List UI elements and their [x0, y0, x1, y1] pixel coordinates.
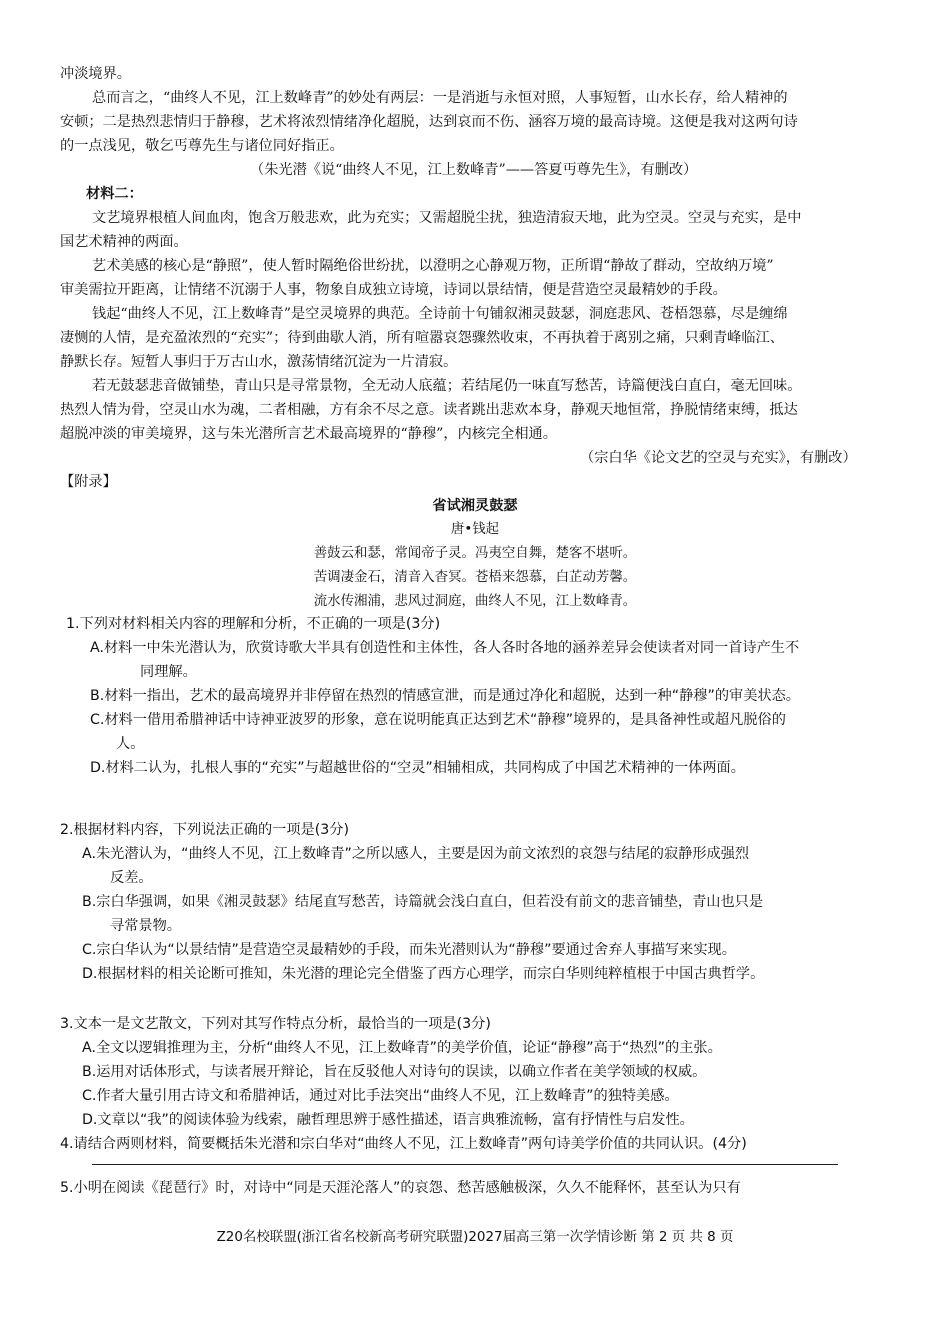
question-option: B.宗白华强调，如果《湘灵鼓瑟》结尾直写愁苦，诗篇就会浅白直白，但若没有前文的悲音铺垫，青山也只是: [82, 894, 764, 910]
text-line: 冲淡境界。: [60, 66, 131, 82]
text-line: 的一点浅见，敬乞丐尊先生与诸位同好指正。: [60, 138, 344, 154]
question-option: C.材料一借用希腊神话中诗神亚波罗的形象，意在说明能真正达到艺术“静穆”境界的，是具备神性或超凡脱俗的: [90, 712, 786, 728]
poem-line: 流水传湘浦，悲风过洞庭，曲终人不见，江上数峰青。: [313, 594, 637, 609]
text-line: 钱起“曲终人不见，江上数峰青”是空灵境界的典范。全诗前十句铺叙湘灵鼓瑟，洞庭悲风、苍梧怨慕，尽是缠绵: [92, 306, 788, 322]
text-line: 审美需拉开距离，让情绪不沉溺于人事，物象自成独立诗境，诗词以景结情，便是营造空灵最精妙的手段。: [60, 282, 727, 298]
question-option: B.材料一指出，艺术的最高境界并非停留在热烈的情感宣泄，而是通过净化和超脱，达到一种“静穆”的审美状态。: [90, 688, 800, 704]
question-stem: 1.下列对材料相关内容的理解和分析，不正确的一项是(3分): [66, 616, 441, 632]
question-option-continued: 同理解。: [140, 664, 197, 680]
poem-line: 善鼓云和瑟，常闻帝子灵。冯夷空自舞，楚客不堪听。: [313, 546, 637, 561]
text-line: 超脱冲淡的审美境界，这与朱光潜所言艺术最高境界的“静穆”，内核完全相通。: [60, 426, 557, 442]
question-option: B.运用对话体形式，与读者展开辩论，旨在反驳他人对诗句的误读，以确立作者在美学领域的权威。: [82, 1064, 707, 1080]
poem-title: 省试湘灵鼓瑟: [432, 498, 518, 514]
question-option: D.材料二认为，扎根人事的“充实”与超越世俗的“空灵”相辅相成，共同构成了中国艺术精神的一体两面。: [90, 760, 745, 776]
question-option-continued: 人。: [116, 736, 145, 752]
source-citation: （宗白华《论文艺的空灵与充实》，有删改）: [580, 450, 857, 466]
question-option: A.全文以逻辑推理为主，分析“曲终人不见，江上数峰青”的美学价值，论证“静穆”高于“热烈”的主张。: [82, 1040, 722, 1056]
text-line: 总而言之，“曲终人不见，江上数峰青”的妙处有两层：一是消逝与永恒对照，人事短暂，山水长存，给人精神的: [92, 90, 788, 106]
poem-author: 唐•钱起: [450, 522, 500, 537]
question-option: A.朱光潜认为，“曲终人不见，江上数峰青”之所以感人，主要是因为前文浓烈的哀怨与结尾的寂静形成强烈: [82, 846, 750, 862]
text-line: 凄恻的人情，是充盈浓烈的“充实”；待到曲歇人消，所有喧嚣哀怨骤然收束，不再执着于离别之痛，只剩青峰临江、: [60, 330, 784, 346]
text-line: 艺术美感的核心是“静照”，使人暂时隔绝俗世纷扰，以澄明之心静观万物，正所谓“静故了群动，空故纳万境”: [92, 258, 774, 274]
question-option: C.宗白华认为“以景结情”是营造空灵最精妙的手段，而朱光潜则认为“静穆”要通过舍弃人事描写来实现。: [82, 942, 736, 958]
question-option: D.文章以“我”的阅读体验为线索，融哲理思辨于感性描述，语言典雅流畅，富有抒情性与启发性。: [82, 1112, 694, 1128]
text-line: 国艺术精神的两面。: [60, 234, 188, 250]
answer-line[interactable]: [92, 1164, 838, 1165]
text-line: 文艺境界根植人间血肉，饱含万般悲欢，此为充实；又需超脱尘扰，独造清寂天地，此为空灵。空灵与充实，是中: [92, 210, 802, 226]
question-option-continued: 寻常景物。: [110, 918, 181, 934]
appendix-label: 【附录】: [60, 474, 117, 490]
source-citation: （朱光潜《说“曲终人不见，江上数峰青”——答夏丏尊先生》，有删改）: [250, 162, 698, 178]
question-stem: 5.小明在阅读《琵琶行》时，对诗中“同是天涯沦落人”的哀怨、愁苦感触极深，久久不能释怀，甚至认为只有: [60, 1180, 741, 1196]
text-line: 若无鼓瑟悲音做铺垫，青山只是寻常景物，全无动人底蕴；若结尾仍一味直写愁苦，诗篇便浅白直白，毫无回味。: [92, 378, 802, 394]
question-option: D.根据材料的相关论断可推知，朱光潜的理论完全借鉴了西方心理学，而宗白华则纯粹植根于中国古典哲学。: [82, 966, 765, 982]
text-line: 热烈人情为骨，空灵山水为魂，二者相融，方有余不尽之意。读者跳出悲欢本身，静观天地恒常，挣脱情绪束缚，抵达: [60, 402, 798, 418]
question-stem: 4.请结合两则材料，简要概括朱光潜和宗白华对“曲终人不见，江上数峰青”两句诗美学价值的共同认识。(4分): [60, 1136, 747, 1152]
question-stem: 3.文本一是文艺散文，下列对其写作特点分析，最恰当的一项是(3分): [60, 1016, 491, 1032]
question-stem: 2.根据材料内容，下列说法正确的一项是(3分): [60, 822, 350, 838]
text-line: 静默长存。短暂人事归于万古山水，激荡情绪沉淀为一片清寂。: [60, 354, 458, 370]
text-line: 安顿；二是热烈悲情归于静穆，艺术将浓烈情绪净化超脱，达到哀而不伤、涵容万境的最高诗境。这便是我对这两句诗: [60, 114, 798, 130]
question-option: C.作者大量引用古诗文和希腊神话，通过对比手法突出“曲终人不见，江上数峰青”的独特美感。: [82, 1088, 679, 1104]
question-option: A.材料一中朱光潜认为，欣赏诗歌大半具有创造性和主体性，各人各时各地的涵养差异会使读者对同一首诗产生不: [90, 640, 800, 656]
page-footer: Z20名校联盟(浙江省名校新高考研究联盟)2027届高三第一次学情诊断 第 2 页 共 8 页: [216, 1230, 734, 1245]
poem-line: 苦调凄金石，清音入杳冥。苍梧来怨慕，白芷动芳馨。: [313, 570, 637, 585]
question-option-continued: 反差。: [110, 870, 153, 886]
section-heading: 材料二：: [86, 186, 143, 202]
